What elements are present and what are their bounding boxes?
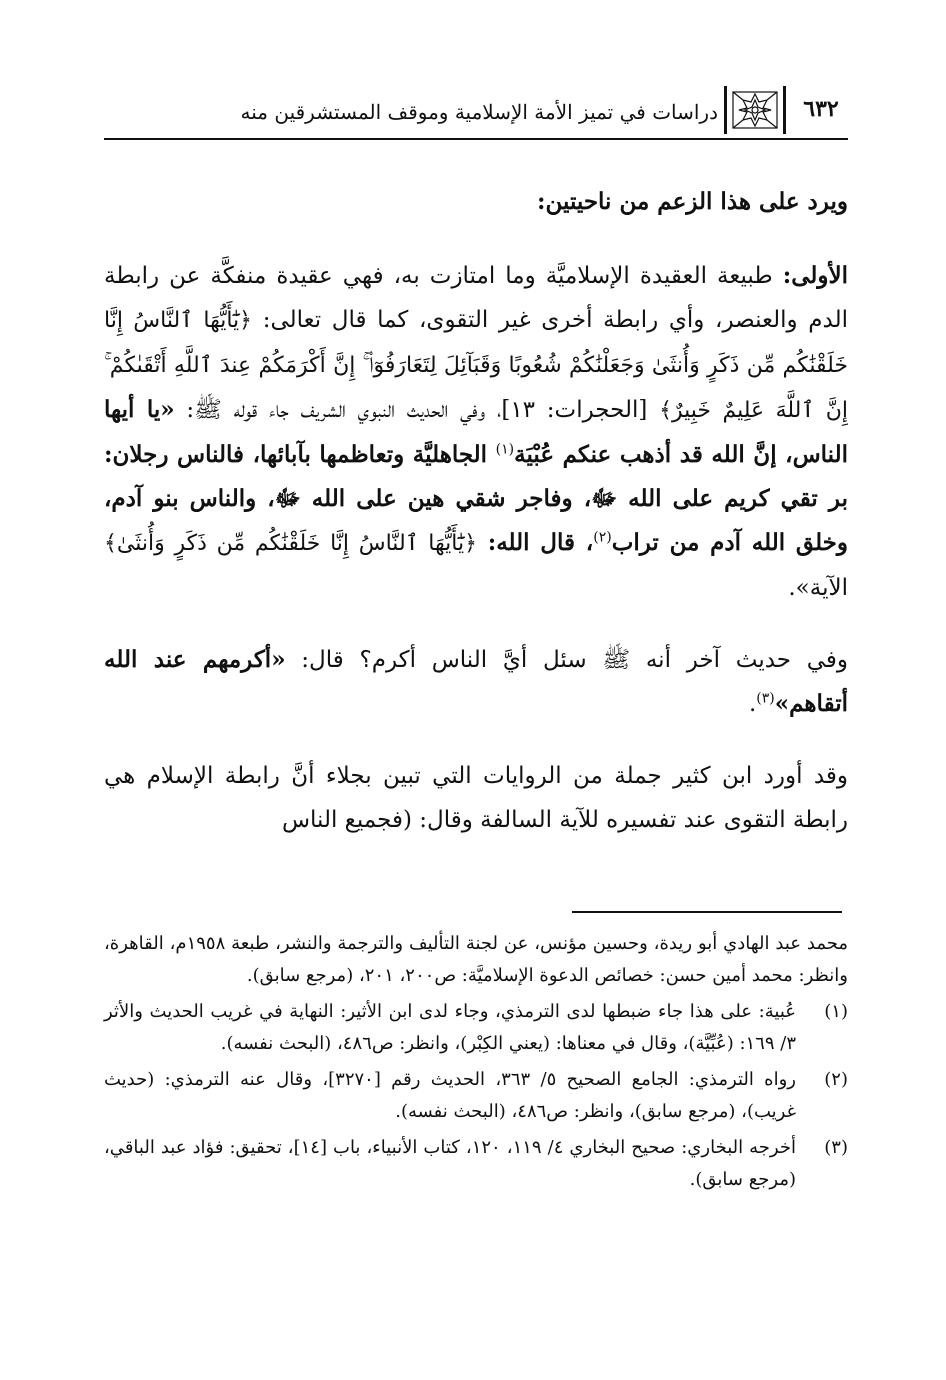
footnote-item [104,1064,848,1128]
footnote-number: (١) [824,1001,848,1022]
footnote-text: محمد عبد الهادي أبو ريدة، وحسين مؤنس، عن لجنة التأليف والترجمة والنشر، طبعة ١٩٥٨م، القاهرة، وانظر: محمد أمين حسن: خصائص الدعوة الإسلاميَّة: ص٢٠٠، ٢٠١، (مرجع سابق). [104,933,848,986]
paragraph-second-hadith [104,638,848,726]
footnote-number: (٣) [824,1137,848,1158]
footnote-text: عُبية: على هذا جاء ضبطها لدى الترمذي، وجاء لدى ابن الأثير: النهاية في غريب الحديث والأثر ٣/ ١٦٩: (عُبِّيَّة)، وقال في معناها: (يعني الكِبْر)، وانظر: ص٤٨٦، (البحث نفسه). [104,1001,796,1054]
hadith-text-continued: الجاهليَّة وتعاظمها بآبائها، فالناس رجلان: بر تقي كريم على الله ﷻ، وفاجر شقي هين على الله ﷻ، والناس بنو آدم، وخلق الله آدم من تراب [104,441,849,556]
footnote-ref-2[interactable]: (٢) [593,529,612,546]
hadith-quote: «أكرمهم عند الله أتقاهم» [104,646,848,717]
quran-verse: ﴿يَٰٓأَيُّهَا ٱلنَّاسُ إِنَّا خَلَقْنَٰكُم مِّن ذَكَرٍ وَأُنثَىٰ وَجَعَلْنَٰكُمْ شُعُوبًا وَقَبَآئِلَ لِتَعَارَفُوٓا۟ ۚ إِنَّ أَكْرَمَكُمْ عِندَ ٱللَّهِ أَتْقَىٰكُمْ ۚ إِنَّ ٱللَّهَ عَلِيمٌ خَبِيرٌ﴾ [104,308,848,423]
footnote-ref-1[interactable]: (١) [495,441,515,458]
footnote-item [104,996,848,1060]
footnote-text: أخرجه البخاري: صحيح البخاري ٤/ ١١٩، ١٢٠، كتاب الأنبياء، باب [١٤]، تحقيق: فؤاد عبد الباقي، (مرجع سابق). [104,1137,796,1190]
footnote-item [104,1132,848,1196]
header-rule [104,138,848,140]
footnote-number: (٢) [824,1069,848,1090]
geometric-star-ornament-icon [724,86,786,134]
paragraph-text: وفي حديث آخر أنه ﷺ سئل أيَّ الناس أكرم؟ قال: [285,647,849,673]
paragraph-ibn-kathir: وقد أورد ابن كثير جملة من الروايات التي تبين بجلاء أنَّ رابطة الإسلام هي رابطة التقوى عند تفسيره للآية السالفة وقال: (فجميع الناس [104,763,848,833]
header-title: دراسات في تميز الأمة الإسلامية وموقف المستشرقين منه [240,100,718,124]
footnote-text: رواه الترمذي: الجامع الصحيح ٥/ ٣٦٣، الحديث رقم [٣٢٧٠]، وقال عنه الترمذي: (حديث غريب)، (مرجع سابق)، وانظر: ص٤٨٦، (البحث نفسه). [104,1069,796,1122]
hadith-text-end: ، قال الله: [476,529,594,556]
lead-sentence: ويرد على هذا الزعم من ناحيتين: [537,188,848,215]
quran-verse-short: ﴿يَٰٓأَيُّهَا ٱلنَّاسُ إِنَّا خَلَقْنَٰكُم مِّن ذَكَرٍ وَأُنثَىٰ﴾ [104,531,477,556]
footnote-separator [572,911,842,913]
footnotes [104,928,848,1200]
footnote-ref-3[interactable]: (٣) [756,690,775,707]
paragraph-text: طبيعة العقيدة الإسلاميَّة وما امتازت به، فهي عقيدة منفكَّة عن رابطة الدم والعنصر، وأي رابطة أخرى غير التقوى، كما قال تعالى: [104,263,848,333]
hadith-text: «يا أيها الناس، إنَّ الله قد أذهب عنكم عُبْيَة [104,396,848,468]
verse-tail: الآية». [788,575,848,601]
paragraph-label: الأولى: [782,262,848,289]
page-number: ٦٣٢ [803,96,839,122]
paragraph-first-aspect [104,254,848,610]
running-header [104,86,848,140]
main-text [104,180,848,870]
footnote-continuation [104,928,848,992]
verse-reference: [الحجرات: ١٣]، وفي الحديث النبوي الشريف جاء قوله ﷺ: [174,397,660,423]
paragraph-tail: . [748,691,757,717]
